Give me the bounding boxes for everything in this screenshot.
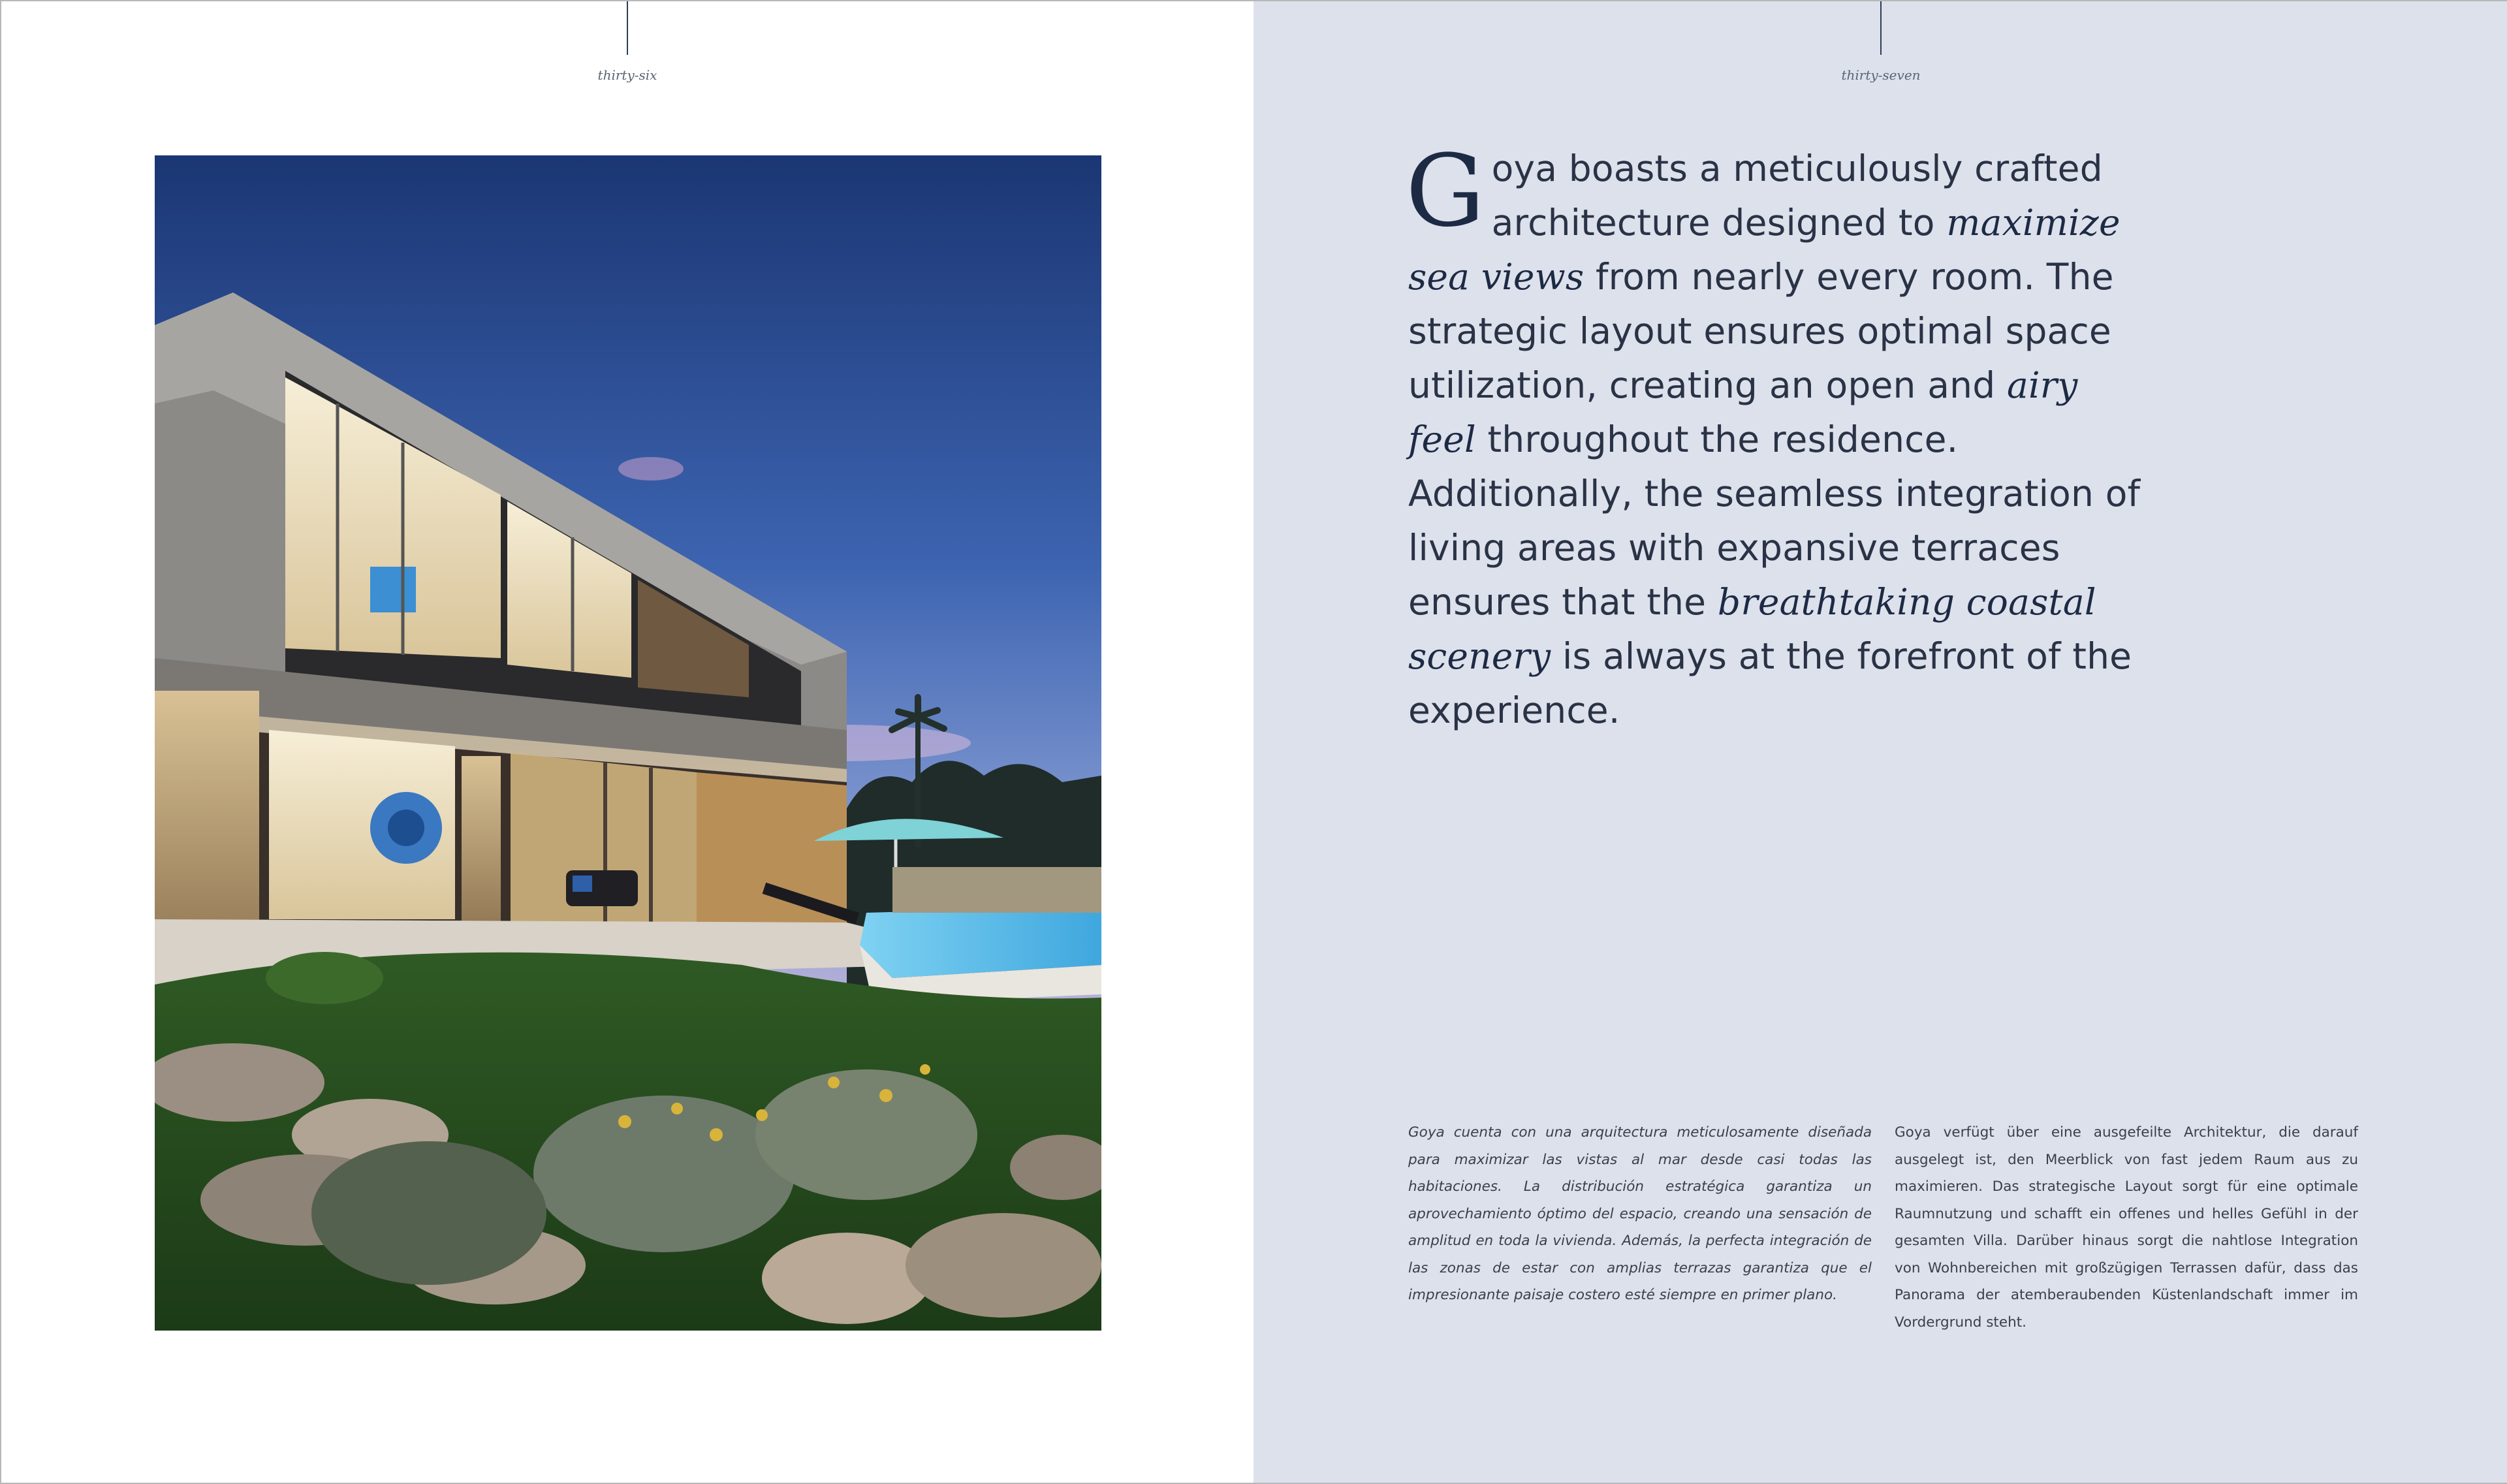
lead-emphasis: breathtaking coastal scenery <box>1408 581 2096 677</box>
lead-text: is always at the forefront of the experience. <box>1408 635 2132 731</box>
german-column: Goya verfügt über eine ausgefeilte Architektur, die darauf ausgelegt ist, den Meerblick von fast jedem Raum aus zu maximieren. Das strategische Layout sorgt für eine optimale Raumnutzung und schafft ein offenes und helles Gefühl in der gesamten Villa. Darüber hinaus sorgt die nahtlose Integration von Wohnbereichen mit großzügigen Terrassen dafür, dass das Panorama der atemberaubenden Küstenlandschaft immer im Vordergrund steht. <box>1895 1124 2358 1331</box>
folio-rule <box>1880 1 1882 55</box>
drop-cap: G <box>1406 133 1485 249</box>
lead-paragraph <box>1406 133 2152 738</box>
page-number: thirty-seven <box>1841 67 1921 83</box>
lead-text: from nearly every room. The strategic layout ensures optimal space utilization, creating an open and <box>1408 256 2114 406</box>
spanish-column: Goya cuenta con una arquitectura meticulosamente diseñada para maximizar las vistas al mar desde casi todas las habitaciones. La distribución estratégica garantiza un aprovechamiento óptimo del espacio, creando una sensación de amplitud en toda la vivienda. Además, la perfecta integración de las zonas de estar con amplias terrazas garantiza que el impresionante paisaje costero esté siempre en primer plano. <box>1408 1124 1872 1303</box>
left-page <box>1 1 1254 1483</box>
lead-emphasis: airy feel <box>1408 364 2078 460</box>
page-number: thirty-six <box>597 67 657 83</box>
lead-emphasis: maximize sea views <box>1408 202 2121 298</box>
lead-text: oya boasts a meticulously crafted architecture designed to <box>1491 148 2103 244</box>
lead-text: throughout the residence. Additionally, the seamless integration of living areas with expansive terraces ensures that the <box>1408 418 2141 623</box>
villa-photo <box>155 155 1101 1331</box>
folio-rule <box>627 1 628 55</box>
villa-illustration <box>155 155 1101 1331</box>
